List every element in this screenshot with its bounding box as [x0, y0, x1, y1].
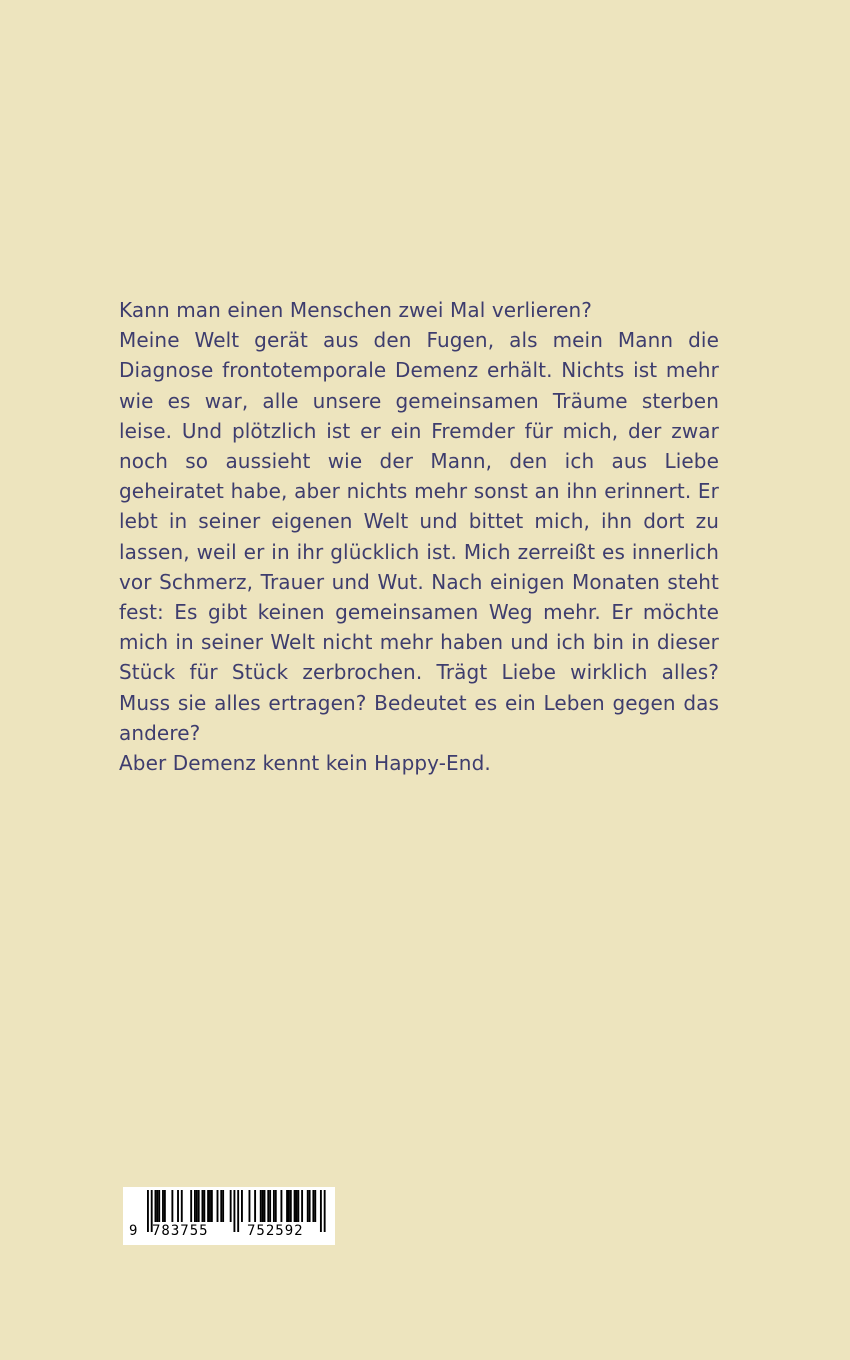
barcode-bar: [314, 1190, 316, 1222]
barcode-bar: [207, 1190, 209, 1222]
barcode-bar: [290, 1190, 292, 1222]
barcode-bar: [156, 1190, 158, 1222]
barcode-bar: [230, 1190, 232, 1222]
barcode-bar: [147, 1190, 149, 1232]
barcode-bar: [275, 1190, 277, 1222]
barcode-bar: [203, 1190, 205, 1222]
blurb-question: Kann man einen Menschen zwei Mal verlieren?: [119, 298, 593, 322]
barcode-bar: [198, 1190, 200, 1222]
barcode-bar: [202, 1190, 204, 1222]
barcode-bar: [190, 1190, 192, 1222]
barcode-bar: [297, 1190, 299, 1222]
barcode-bar: [249, 1190, 251, 1222]
barcode-bar: [294, 1190, 296, 1222]
blurb-text: [119, 295, 719, 778]
barcode-bar: [171, 1190, 173, 1222]
barcode-bar: [164, 1190, 166, 1222]
barcode-bar: [158, 1190, 160, 1222]
barcode-bar: [288, 1190, 290, 1222]
barcode-bar: [181, 1190, 183, 1222]
isbn-barcode: [123, 1187, 335, 1245]
barcode-bar: [324, 1190, 326, 1232]
barcode-bar: [254, 1190, 256, 1222]
barcode-bar: [217, 1190, 219, 1222]
barcode-bar: [286, 1190, 288, 1222]
barcode-bar: [273, 1190, 275, 1222]
barcode-bar: [211, 1190, 213, 1222]
barcode-bar: [194, 1190, 196, 1222]
barcode-bar: [296, 1190, 298, 1222]
barcode-bar: [196, 1190, 198, 1222]
barcode-bar: [177, 1190, 179, 1222]
barcode-bar: [233, 1190, 235, 1232]
barcode-bar: [307, 1190, 309, 1222]
blurb-body: Meine Welt gerät aus den Fugen, als mein Mann die Diagnose frontotemporale Demenz erhält. Nichts ist mehr wie es war, alle unsere gemeinsamen Träume sterben leise. Und plötzlich ist er ein Fremder für mich, der zwar noch so aussieht wie der Mann, den ich aus Liebe geheiratet habe, aber nichts mehr sonst an ihn erinnert. Er lebt in seiner eigenen Welt und bittet mich, ihn dort zu lassen, weil er in ihr glücklich ist. Mich zerreißt es innerlich vor Schmerz, Trauer und Wut. Nach einigen Monaten steht fest: Es gibt keinen gemeinsamen Weg mehr. Er möchte mich in seiner Welt nicht mehr haben und ich bin in dieser Stück für Stück zerbrochen. Trägt Liebe wirklich alles? Muss sie alles ertragen? Bedeutet es ein Leben gegen das andere?: [119, 328, 719, 745]
blurb-closing: Aber Demenz kennt kein Happy-End.: [119, 751, 491, 776]
barcode-bar: [220, 1190, 222, 1222]
barcode-bar: [162, 1190, 164, 1222]
barcode-bar: [269, 1190, 271, 1222]
barcode-bar: [209, 1190, 211, 1222]
barcode-bar: [320, 1190, 322, 1232]
barcode-bar: [260, 1190, 262, 1222]
barcode-bar: [262, 1190, 264, 1222]
barcode-bar: [237, 1190, 239, 1232]
barcode-bar: [309, 1190, 311, 1222]
barcode-bar: [155, 1190, 157, 1222]
barcode-left-digits: 783755: [152, 1223, 209, 1239]
barcode-bar: [312, 1190, 314, 1222]
barcode-bar: [264, 1190, 266, 1222]
barcode-bar: [280, 1190, 282, 1222]
barcode-bar: [222, 1190, 224, 1222]
barcode-bar: [241, 1190, 243, 1222]
barcode-bar: [267, 1190, 269, 1222]
barcode-right-digits: 752592: [247, 1223, 304, 1239]
barcode-bar: [301, 1190, 303, 1222]
barcode-first-digit: 9: [129, 1223, 138, 1239]
